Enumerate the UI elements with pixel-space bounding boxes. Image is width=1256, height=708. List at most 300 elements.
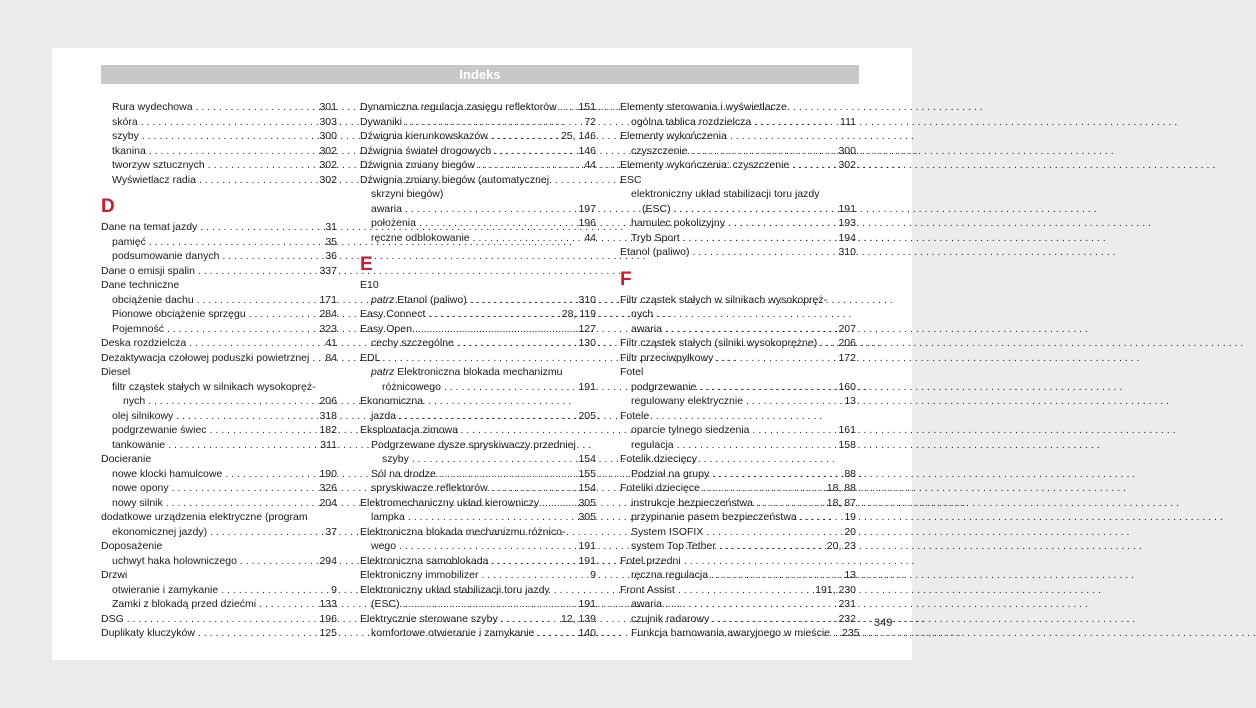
entry-text: Fotelik dziecięcy	[620, 453, 698, 465]
index-entry-label	[360, 144, 491, 159]
index-entry	[101, 173, 337, 188]
entry-text: Easy Connect	[360, 308, 426, 320]
index-entry	[101, 597, 337, 612]
index-entry-label	[371, 467, 436, 482]
page-reference: 232	[838, 612, 856, 625]
index-entry-label	[620, 174, 642, 186]
index-entry-label	[631, 525, 703, 540]
leader-dots	[396, 539, 578, 554]
leader-dots	[662, 597, 839, 612]
index-heading	[620, 365, 856, 380]
index-entry	[620, 380, 856, 395]
index-heading	[620, 554, 856, 569]
page-reference: 9	[331, 583, 337, 596]
index-column-1	[101, 100, 337, 641]
index-entry-label	[101, 453, 151, 465]
index-entry-label	[123, 394, 145, 409]
index-entry	[620, 438, 856, 453]
entry-text: podgrzewanie	[631, 380, 697, 393]
leader-dots	[237, 554, 320, 569]
leader-dots	[716, 539, 827, 554]
index-entry-label	[112, 293, 194, 308]
index-entry	[101, 351, 337, 366]
leader-dots	[139, 129, 320, 144]
index-entry-label	[371, 481, 488, 496]
leader-dots	[441, 380, 579, 395]
index-entry	[360, 380, 596, 395]
entry-text: skrzyni biegów)	[371, 188, 444, 200]
index-entry	[360, 158, 596, 173]
index-entry-label	[631, 308, 653, 320]
index-entry	[101, 612, 337, 627]
index-entry-label	[631, 322, 662, 337]
page-reference: 158	[838, 438, 856, 451]
entry-text: Rura wydechowa	[112, 101, 193, 113]
index-entry-label	[620, 294, 827, 306]
index-entry	[360, 216, 596, 231]
index-entry-label	[101, 220, 197, 235]
page-reference: 44	[584, 159, 596, 171]
index-entry-label	[360, 322, 412, 337]
leader-dots	[689, 245, 838, 260]
entry-text: Wyświetlacz radia	[112, 173, 196, 186]
index-entry-label	[620, 583, 675, 598]
index-entry-label	[360, 100, 557, 115]
index-entry-label	[112, 173, 196, 188]
index-entry	[620, 525, 856, 540]
entry-text: Filtr cząstek stałych w silnikach wysokopręż-	[620, 293, 828, 306]
leader-dots	[817, 336, 838, 351]
page-reference: 125	[319, 627, 337, 639]
index-entry	[620, 597, 856, 612]
entry-text: E10	[360, 279, 379, 291]
page-reference: 204	[319, 496, 337, 509]
index-entry-label	[620, 158, 789, 173]
leader-dots	[488, 481, 579, 496]
entry-text: Filtr cząstek stałych (silniki wysokoprężne)	[620, 337, 818, 349]
leader-dots	[708, 568, 844, 583]
page-number: 349	[874, 617, 893, 629]
page-reference: 154	[578, 482, 596, 494]
page-reference: 31	[325, 221, 337, 233]
index-entry-label	[371, 510, 405, 525]
page-reference: 301	[319, 101, 337, 113]
entry-text: Elektroniczna blokada mechanizmu różnico-	[360, 525, 566, 538]
index-entry-label	[360, 395, 423, 407]
leader-dots	[696, 380, 838, 395]
leader-dots	[700, 481, 827, 496]
see-reference: patrz	[371, 293, 395, 306]
index-entry-label	[360, 584, 550, 596]
leader-dots	[409, 452, 579, 467]
index-entry	[360, 539, 596, 554]
index-heading	[101, 278, 337, 293]
leader-dots	[164, 322, 320, 337]
index-entry-label	[631, 144, 688, 159]
entry-text: Elektroniczna samoblokada	[360, 554, 489, 567]
entry-text: Dane techniczne	[101, 279, 180, 291]
index-heading	[101, 568, 337, 583]
index-heading	[360, 365, 596, 380]
leader-dots	[309, 351, 325, 366]
index-entry	[360, 129, 596, 144]
entry-text: (ESC)	[642, 202, 671, 215]
index-entry	[620, 322, 856, 337]
page-reference: 182	[319, 424, 337, 436]
index-entry	[101, 525, 337, 540]
index-entry-label	[360, 424, 458, 436]
index-entry-label	[360, 496, 539, 511]
page-reference: 172	[838, 351, 856, 364]
leader-dots	[709, 612, 838, 627]
index-entry-label	[112, 115, 138, 130]
index-heading	[101, 539, 337, 554]
page-reference: 130	[578, 337, 596, 349]
entry-text: DSG	[101, 612, 124, 625]
index-entry-label	[101, 612, 124, 627]
entry-text: regulacja	[631, 438, 674, 451]
index-entry	[360, 322, 596, 337]
index-entry	[620, 144, 856, 159]
entry-text: Etanol (paliwo)	[397, 293, 467, 306]
leader-dots	[753, 496, 827, 511]
page-reference: 193	[838, 217, 856, 229]
index-entry	[360, 336, 596, 351]
leader-dots	[454, 336, 579, 351]
index-entry	[101, 336, 337, 351]
page-reference: 146	[578, 144, 596, 157]
index-entry-label	[371, 626, 534, 641]
index-entry	[360, 409, 596, 424]
entry-text: olej silnikowy	[112, 409, 174, 422]
page-reference: 160	[838, 380, 856, 393]
index-entry	[360, 554, 596, 569]
index-entry-label	[371, 216, 416, 231]
index-heading	[620, 293, 856, 308]
index-entry-label	[620, 336, 817, 351]
leader-dots	[688, 144, 839, 159]
index-entry-label	[631, 568, 708, 583]
index-entry-label	[631, 496, 753, 511]
index-entry-label	[101, 569, 127, 581]
index-entry	[101, 220, 337, 235]
index-entry	[101, 129, 337, 144]
index-heading	[620, 100, 856, 115]
index-entry-label	[620, 130, 727, 142]
entry-text: Elementy sterowania i wyświetlacze	[620, 101, 787, 113]
index-entry-label	[631, 216, 725, 231]
index-entry-label	[371, 539, 396, 554]
entry-text: (ESC)	[371, 598, 400, 610]
index-entry	[360, 100, 596, 115]
index-entry-label	[631, 612, 709, 627]
page-reference: 310	[838, 246, 856, 258]
entry-text: ręczne odblokowanie	[371, 231, 470, 244]
page-reference: 302	[319, 159, 337, 171]
index-entry-label	[620, 245, 689, 260]
page-reference: 154	[578, 453, 596, 465]
index-heading	[620, 307, 856, 322]
index-entry	[620, 202, 856, 217]
entry-text: Elementy wykończenia	[620, 130, 727, 142]
page-reference: 205	[578, 409, 596, 422]
entry-text: Tryb Sport	[631, 231, 680, 244]
leader-dots	[402, 202, 579, 217]
page-reference: 310	[578, 293, 596, 306]
entry-text: hamulec pokolizyjny	[631, 217, 725, 229]
leader-dots	[680, 231, 839, 246]
index-entry-label	[620, 481, 700, 496]
index-entry	[360, 307, 596, 322]
leader-dots	[797, 510, 845, 525]
page-reference: 35	[325, 235, 337, 248]
entry-text: ekonomicznej jazdy)	[112, 525, 208, 538]
leader-dots	[491, 144, 578, 159]
page-reference: 303	[319, 115, 337, 128]
index-entry	[101, 115, 337, 130]
index-heading	[101, 452, 337, 467]
index-heading	[360, 351, 596, 366]
leader-dots	[671, 202, 839, 217]
index-column-2	[360, 100, 596, 641]
leader-dots	[470, 231, 585, 246]
index-entry	[360, 481, 596, 496]
index-entry-label	[360, 568, 478, 583]
leader-dots	[163, 496, 320, 511]
index-entry-label	[101, 351, 309, 366]
index-letter-heading: E	[360, 254, 373, 275]
index-entry	[101, 249, 337, 264]
index-entry	[360, 144, 596, 159]
index-heading	[101, 380, 337, 395]
page-reference: 191	[838, 202, 856, 215]
page-reference: 36	[325, 250, 337, 262]
entry-text: awaria	[631, 322, 662, 335]
index-entry-label	[620, 101, 787, 113]
index-entry	[360, 597, 596, 612]
index-entry	[101, 626, 337, 641]
page-reference: 191	[578, 554, 596, 567]
entry-text: ESC	[620, 173, 642, 186]
entry-text: Fotele	[620, 409, 650, 422]
entry-text: Elektrycznie sterowane szyby	[360, 612, 498, 625]
index-entry-label	[101, 279, 179, 291]
index-entry-label	[112, 554, 237, 569]
entry-text: regulowany elektrycznie	[631, 395, 744, 407]
index-heading	[101, 510, 337, 525]
page-reference: 12, 139	[560, 612, 596, 625]
entry-text: uchwyt haka holowniczego	[112, 554, 237, 567]
page-reference: 13	[844, 395, 856, 407]
index-entry	[360, 452, 596, 467]
index-entry	[360, 202, 596, 217]
index-heading	[360, 187, 596, 202]
index-entry	[620, 467, 856, 482]
entry-text: skóra	[112, 115, 138, 128]
index-entry	[101, 322, 337, 337]
index-entry	[360, 496, 596, 511]
index-entry-label	[371, 439, 576, 451]
entry-text: czujnik radarowy	[631, 612, 710, 625]
entry-text: Eksploatacja zimowa	[360, 424, 459, 436]
leader-dots	[169, 481, 320, 496]
page-header: Indeks	[101, 65, 859, 84]
see-reference: patrz	[371, 366, 395, 378]
leader-dots	[195, 626, 320, 641]
index-entry	[620, 394, 856, 409]
entry-text: ręczna regulacja	[631, 569, 709, 581]
index-entry-label	[631, 423, 750, 438]
index-entry	[360, 510, 596, 525]
index-entry	[620, 496, 856, 511]
entry-text: nych	[123, 395, 146, 407]
index-entry-label	[112, 235, 146, 250]
leader-dots	[416, 216, 579, 231]
page-reference: 191	[578, 598, 596, 610]
entry-text: Dźwignia kierunkowskazów	[360, 130, 488, 142]
page-reference: 294	[319, 554, 337, 567]
entry-text: Elektroniczny układ stabilizacji toru jazdy	[360, 583, 550, 596]
index-entry-label	[101, 511, 308, 523]
leader-dots	[751, 115, 840, 130]
index-entry-label	[360, 174, 549, 186]
index-entry-label	[371, 188, 443, 200]
leader-dots	[436, 467, 579, 482]
index-entry-label	[112, 381, 316, 393]
index-entry	[620, 612, 856, 627]
index-entry-label	[620, 453, 697, 465]
entry-text: Filtr przeciwpyłkowy	[620, 351, 714, 364]
page-reference: 19	[844, 511, 856, 523]
index-entry-label	[101, 264, 195, 279]
leader-dots	[165, 438, 320, 453]
leader-dots	[146, 235, 325, 250]
index-heading	[360, 423, 596, 438]
page-reference: 20, 23	[826, 540, 856, 552]
entry-text: Elektroniczna blokada mechanizmu	[397, 366, 563, 378]
index-entry-label	[360, 158, 475, 173]
page-reference: 84	[325, 351, 337, 364]
index-entry-label	[631, 626, 830, 641]
page-reference: 191, 230	[815, 583, 856, 596]
index-letter-heading: F	[620, 268, 632, 290]
entry-text: elektroniczny układ stabilizacji toru jazdy	[631, 188, 820, 200]
index-entry-label	[371, 597, 400, 612]
index-heading	[620, 187, 856, 202]
index-entry-label	[360, 307, 425, 322]
leader-dots	[725, 216, 839, 231]
entry-text: przypinanie pasem bezpieczeństwa	[631, 511, 797, 523]
leader-dots	[402, 115, 584, 130]
index-entry	[620, 423, 856, 438]
entry-text: tankowanie	[112, 438, 166, 451]
index-entry	[101, 100, 337, 115]
leader-dots	[675, 583, 815, 598]
leader-dots	[662, 322, 839, 337]
entry-text: Elektromechaniczny układ kierowniczy	[360, 496, 540, 509]
index-entry	[360, 293, 596, 308]
entry-text: awaria	[371, 202, 402, 215]
entry-text: podgrzewanie świec	[112, 424, 207, 436]
index-entry-label	[371, 202, 402, 217]
index-entry	[101, 235, 337, 250]
index-entry-label	[112, 467, 222, 482]
entry-text: Easy Open	[360, 322, 412, 335]
page-reference: 111	[840, 115, 856, 128]
index-entry-label	[112, 144, 146, 159]
page-reference: 44	[584, 231, 596, 244]
index-entry-label	[631, 510, 797, 525]
index-entry-label	[631, 597, 662, 612]
index-entry	[360, 612, 596, 627]
index-entry	[101, 144, 337, 159]
entry-text: Doposażenie	[101, 540, 163, 552]
leader-dots	[145, 394, 319, 409]
index-heading	[360, 525, 596, 540]
entry-text: Docieranie	[101, 453, 152, 465]
page-reference: 151	[578, 101, 596, 113]
entry-text: Zamki z blokadą przed dziećmi	[112, 598, 257, 610]
index-entry	[101, 264, 337, 279]
entry-text: tworzyw sztucznych	[112, 159, 205, 171]
page-reference: 300	[319, 130, 337, 142]
index-entry-label	[101, 540, 162, 552]
leader-dots	[205, 158, 320, 173]
index-entry-label	[101, 626, 195, 641]
entry-text: otwieranie i zamykanie	[112, 583, 219, 596]
page-reference: 72	[584, 115, 596, 128]
index-entry-label	[112, 525, 207, 540]
entry-text: spryskiwacze reflektorów	[371, 482, 488, 494]
page-reference: 318	[319, 409, 337, 422]
page-reference: 323	[319, 322, 337, 335]
leader-dots	[412, 322, 579, 337]
entry-text: czyszczenie	[631, 144, 688, 157]
index-entry	[620, 351, 856, 366]
leader-dots	[400, 597, 579, 612]
index-entry-label	[112, 423, 207, 438]
index-entry-label	[112, 438, 165, 453]
index-heading	[360, 173, 596, 188]
leader-dots	[475, 158, 584, 173]
entry-text: podsumowanie danych	[112, 250, 220, 262]
entry-text: nowe klocki hamulcowe	[112, 467, 223, 480]
leader-dots	[534, 626, 578, 641]
page-reference: 18, 87	[826, 496, 856, 509]
leader-dots	[194, 293, 320, 308]
entry-text: tkanina	[112, 144, 146, 157]
entry-text: oparcie tylnego siedzenia	[631, 424, 750, 436]
entry-text: cechy szczególne	[371, 337, 454, 349]
entry-text: pamięć	[112, 235, 146, 248]
entry-text: Duplikaty kluczyków	[101, 627, 195, 639]
leader-dots	[750, 423, 839, 438]
entry-text: EDL	[360, 351, 381, 364]
index-entry-label	[360, 526, 565, 538]
page-reference: 171	[319, 293, 337, 306]
entry-text: Diesel	[101, 366, 131, 378]
index-heading	[620, 173, 856, 188]
index-heading	[620, 452, 856, 467]
index-entry-label	[112, 249, 219, 264]
leader-dots	[743, 394, 844, 409]
page-reference: 194	[838, 231, 856, 244]
index-entry	[620, 510, 856, 525]
index-entry-label	[112, 409, 173, 424]
index-heading	[360, 278, 596, 293]
index-entry-label	[382, 380, 441, 395]
leader-dots	[674, 438, 839, 453]
